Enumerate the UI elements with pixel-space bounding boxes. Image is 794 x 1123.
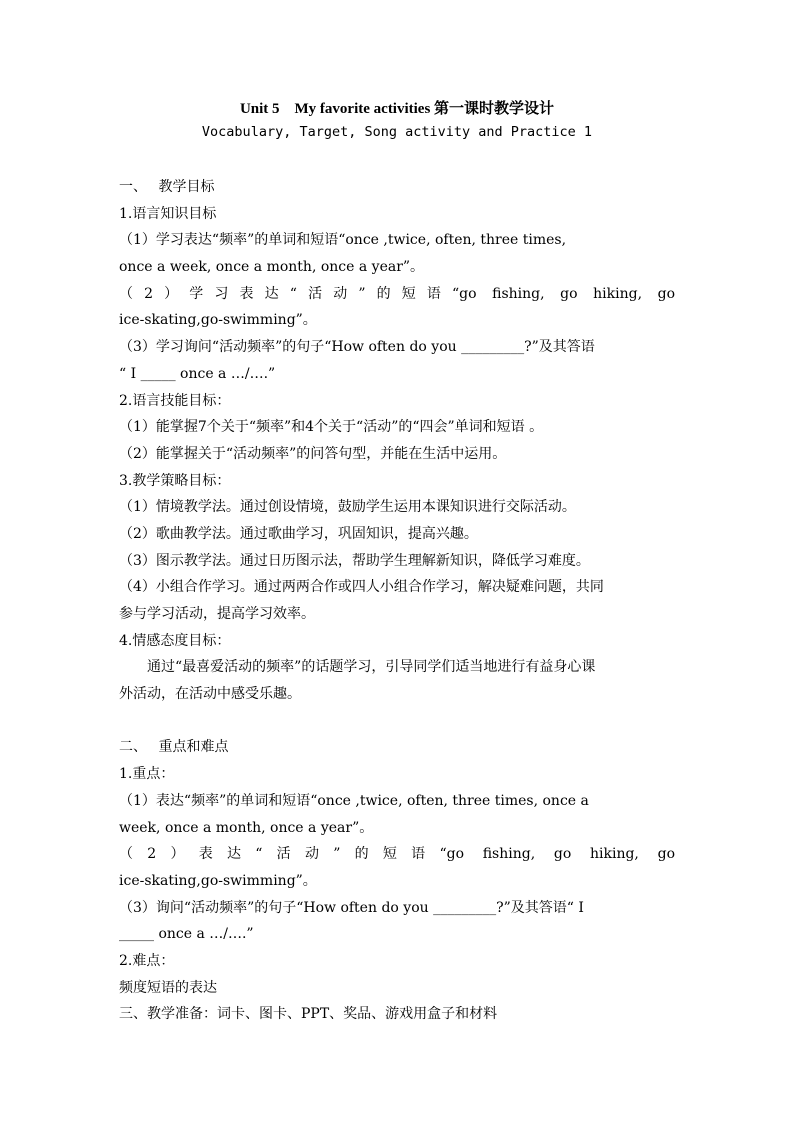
paragraph-line: week, once a month, once a year”。 [119,819,374,836]
paragraph-line: （2）歌曲教学法。通过歌曲学习，巩固知识，提高兴趣。 [119,525,478,542]
paragraph-line: ice-skating,go-swimming”。 [119,312,317,329]
subheading-difficulty: 2.难点： [119,952,175,969]
paragraph-line: （2）能掌握关于“活动频率”的问答句型，并能在生活中运用。 [119,445,507,462]
paragraph-line: （1）表达“频率”的单词和短语“once ,twice, often, three times, once a [119,792,589,809]
subheading-skills: 2.语言技能目标： [119,392,231,409]
paragraph-line: once a week, once a month, once a year”。 [119,259,425,276]
document-body [119,174,675,1028]
section-heading-objectives: 一、 教学目标 [119,179,215,195]
document-subtitle: Vocabulary, Target, Song activity and Practice 1 [201,124,593,140]
subheading-knowledge: 1.语言知识目标 [119,205,217,222]
section-heading-preparation: 三、教学准备：词卡、图卡、PPT、奖品、游戏用盒子和材料 [119,1006,498,1023]
subheading-focus: 1.重点： [119,766,175,783]
paragraph-line: 参与学习活动，提高学习效率。 [119,606,315,622]
paragraph-line: （3）图示教学法。通过日历图示法，帮助学生理解新知识，降低学习难度。 [119,552,590,569]
paragraph-line: （2）学习表达“活动”的短语“go fishing, go hiking, go [119,285,675,302]
paragraph-line: ice-skating,go-swimming”。 [119,872,317,889]
paragraph-line: _____ once a …/….” [119,926,254,943]
paragraph-line: 频度短语的表达 [119,979,217,996]
paragraph-line: （3）学习询问“活动频率”的句子“How often do you _________?”及其答语 [119,339,595,356]
subheading-attitude: 4.情感态度目标： [119,632,231,649]
subheading-strategy: 3.教学策略目标： [119,472,231,489]
paragraph-line: 外活动，在活动中感受乐趣。 [119,686,301,703]
blank-line [119,708,675,735]
section-heading-key-points: 二、 重点和难点 [119,739,229,756]
paragraph-line: （3）询问“活动频率”的句子“How often do you _________?”及其答语“ I [119,899,584,916]
paragraph-line: （2）表达“活动”的短语“go fishing, go hiking, go [119,846,675,863]
paragraph-line: （4）小组合作学习。通过两两合作或四人小组合作学习，解决疑难问题，共同 [119,579,604,596]
paragraph-line: （1）学习表达“频率”的单词和短语“once ,twice, often, three times, [119,232,567,249]
paragraph-line: （1）情境教学法。通过创设情境，鼓励学生运用本课知识进行交际活动。 [119,499,576,516]
paragraph-line: “ I _____ once a …/….” [119,365,276,382]
paragraph-line: （1）能掌握7个关于“频率”和4个关于“活动”的“四会”单词和短语 。 [119,419,544,436]
document-title: Unit 5 My favorite activities 第一课时教学设计 [239,101,555,117]
paragraph-line: 通过“最喜爱活动的频率”的话题学习，引导同学们适当地进行有益身心课 [147,659,596,676]
